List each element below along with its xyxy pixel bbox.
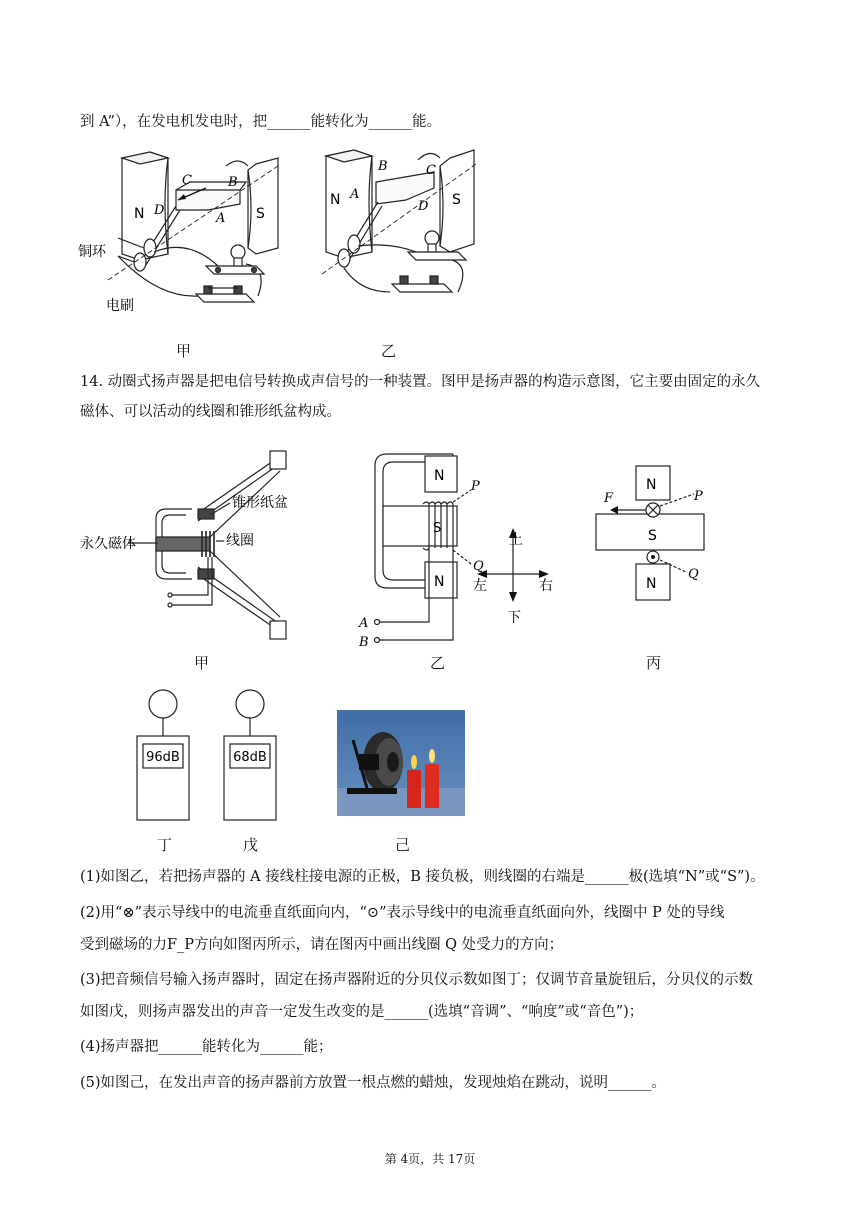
label-down: 下 bbox=[507, 610, 521, 626]
label-cone: 锥形纸盆 bbox=[232, 495, 288, 511]
label-p: P bbox=[694, 489, 703, 504]
label-b: B bbox=[228, 175, 238, 190]
sound-meter-wu bbox=[222, 688, 282, 823]
caption-bing-14: 丙 bbox=[646, 654, 662, 672]
caption-jia-14: 甲 bbox=[194, 654, 210, 672]
label-d: D bbox=[154, 203, 165, 218]
q14-intro-line2: 磁体、可以活动的线圈和锥形纸盆构成。 bbox=[80, 404, 341, 420]
label-n-bottom: N bbox=[646, 576, 657, 592]
speaker-structure-diagram bbox=[80, 445, 340, 645]
caption-ji: 己 bbox=[395, 836, 411, 854]
label-a: A bbox=[350, 187, 360, 202]
q14-item2-line2: 受到磁场的力F_P方向如图丙所示，请在图丙中画出线圈 Q 处受力的方向； bbox=[80, 937, 564, 953]
q14-intro-line1: 14. 动圈式扬声器是把电信号转换成声信号的一种装置。图甲是扬声器的构造示意图，它主要由固定的永久 bbox=[80, 374, 761, 390]
label-brush: 电刷 bbox=[106, 298, 134, 314]
label-a: A bbox=[359, 616, 369, 631]
generator-diagram-yi bbox=[320, 142, 490, 322]
label-copper-ring: 铜环 bbox=[78, 244, 106, 260]
label-coil: 线圈 bbox=[226, 533, 254, 549]
label-b: B bbox=[378, 159, 388, 174]
q14-item4: (4)扬声器把______能转化为______能； bbox=[80, 1039, 333, 1055]
caption-wu: 戊 bbox=[243, 836, 259, 854]
label-s: S bbox=[433, 521, 442, 536]
meter-reading-68: 68dB bbox=[233, 750, 267, 765]
caption-ding: 丁 bbox=[157, 836, 173, 854]
label-d: D bbox=[418, 199, 429, 214]
force-diagram-bing bbox=[590, 462, 730, 612]
label-s: S bbox=[256, 206, 265, 222]
label-s: S bbox=[452, 192, 461, 208]
label-p: P bbox=[471, 479, 480, 494]
label-a: A bbox=[216, 211, 226, 226]
q14-item3-line2: 如图戊，则扬声器发出的声音一定发生改变的是______(选填“音调”、“响度”或“音色”)； bbox=[80, 1004, 644, 1020]
q14-item5: (5)如图己，在发出声音的扬声器前方放置一根点燃的蜡烛，发现烛焰在跳动，说明______。 bbox=[80, 1075, 667, 1091]
label-c: C bbox=[182, 173, 192, 188]
label-n-top: N bbox=[434, 468, 445, 484]
caption-yi-14: 乙 bbox=[430, 654, 446, 672]
q14-item3-line1: (3)把音频信号输入扬声器时，固定在扬声器附近的分贝仪示数如图丁；仅调节音量旋钮后，分贝仪的示数 bbox=[80, 972, 754, 988]
generator-diagram-jia bbox=[78, 148, 298, 328]
speaker-candle-photo bbox=[337, 710, 465, 816]
magnet-coil-diagram-yi bbox=[355, 450, 570, 650]
label-n: N bbox=[330, 192, 341, 208]
sound-meter-ding bbox=[135, 688, 195, 823]
label-q: Q bbox=[473, 559, 484, 574]
label-up: 上 bbox=[509, 532, 523, 548]
caption-yi-13: 乙 bbox=[381, 342, 397, 360]
label-n: N bbox=[134, 206, 145, 222]
label-c: C bbox=[426, 163, 436, 178]
caption-jia-13: 甲 bbox=[176, 342, 192, 360]
meter-reading-96: 96dB bbox=[146, 750, 180, 765]
page-footer: 第 4页，共 17页 bbox=[384, 1152, 476, 1166]
label-left: 左 bbox=[473, 578, 487, 594]
label-n-top: N bbox=[646, 477, 657, 493]
label-right: 右 bbox=[539, 578, 553, 594]
label-s: S bbox=[648, 528, 657, 544]
q14-item2-line1: (2)用“⊗”表示导线中的电流垂直纸面向内，“⊙”表示导线中的电流垂直纸面向外，线圈中 P 处的导线 bbox=[80, 905, 725, 921]
label-f: F bbox=[604, 491, 614, 506]
text-line-top: 到 A”），在发电机发电时，把______能转化为______能。 bbox=[80, 114, 442, 130]
label-magnet: 永久磁体 bbox=[80, 536, 136, 552]
label-q: Q bbox=[688, 567, 699, 582]
label-n-bottom: N bbox=[434, 574, 445, 590]
label-b: B bbox=[359, 635, 369, 650]
q14-item1: (1)如图乙，若把扬声器的 A 接线柱接电源的正极，B 接负极，则线圈的右端是______极(选填“N”或“S”)。 bbox=[80, 869, 765, 885]
